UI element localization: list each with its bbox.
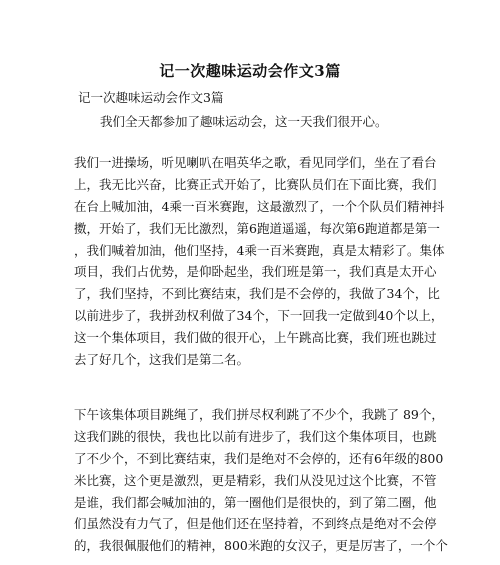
text-line: 在台上喊加油，4乘一百米赛跑，这最激烈了，一个个队员们精神抖 — [74, 198, 445, 214]
text-line: 是谁，我们都会喊加油的，第一圈他们是很快的，到了第二圈，他 — [74, 494, 437, 510]
document-title: 记一次趣味运动会作文3篇 — [159, 62, 341, 80]
text-line: 了，我们坚持，不到比赛结束，我们是不会停的，我做了34个，比 — [74, 286, 440, 302]
document-subtitle: 记一次趣味运动会作文3篇 — [78, 90, 224, 105]
text-line: 擞，开始了，我们无比激烈，第6跑道遥遥，每次第6跑道都是第一 — [74, 220, 440, 236]
text-line: 米比赛，这个更是激烈，更是精彩，我们从没见过这个比赛，不管 — [74, 472, 437, 488]
text-line: 我们一进操场，听见喇叭在唱英华之歌，看见同学们，坐在了看台 — [74, 155, 437, 170]
text-line: 以前进步了，我拼劲权利做了34个，下一回我一定做到40个以上， — [74, 308, 444, 324]
text-line: ，我们喊着加油，他们坚持，4乘一百米赛跑，真是太精彩了。集体 — [74, 242, 445, 258]
text-line: 们虽然没有力气了，但是他们还在坚持着，不到终点是绝对不会停 — [74, 516, 437, 532]
text-line: 项目，我们占优势，是仰卧起坐，我们班是第一，我们真是太开心 — [74, 264, 437, 280]
intro-sentence: 我们全天都参加了趣味运动会，这一天我们很开心。 — [100, 114, 388, 129]
paragraph-afternoon — [74, 404, 448, 557]
text-line: 上，我无比兴奋，比赛正式开始了，比赛队员们在下面比赛，我们 — [74, 176, 437, 192]
text-line: 这我们跳的很快，我也比以前有进步了，我们这个集体项目，也跳 — [74, 428, 437, 444]
text-line: 的，我很佩服他们的精神，800米跑的女汉子，更是厉害了，一个个 — [74, 538, 448, 554]
paragraph-morning — [74, 152, 445, 371]
text-line: 下午该集体项目跳绳了，我们拼尽权利跳了不少个，我跳了 89个， — [74, 407, 444, 422]
text-line: 了不少个，不到比赛结束，我们是绝对不会停的，还有6年级的800 — [74, 450, 444, 466]
text-line: 去了好几个，这我们是第二名。 — [74, 352, 250, 368]
text-line: 这一个集体项目，我们做的很开心，上午跳高比赛，我们班也跳过 — [74, 330, 437, 346]
